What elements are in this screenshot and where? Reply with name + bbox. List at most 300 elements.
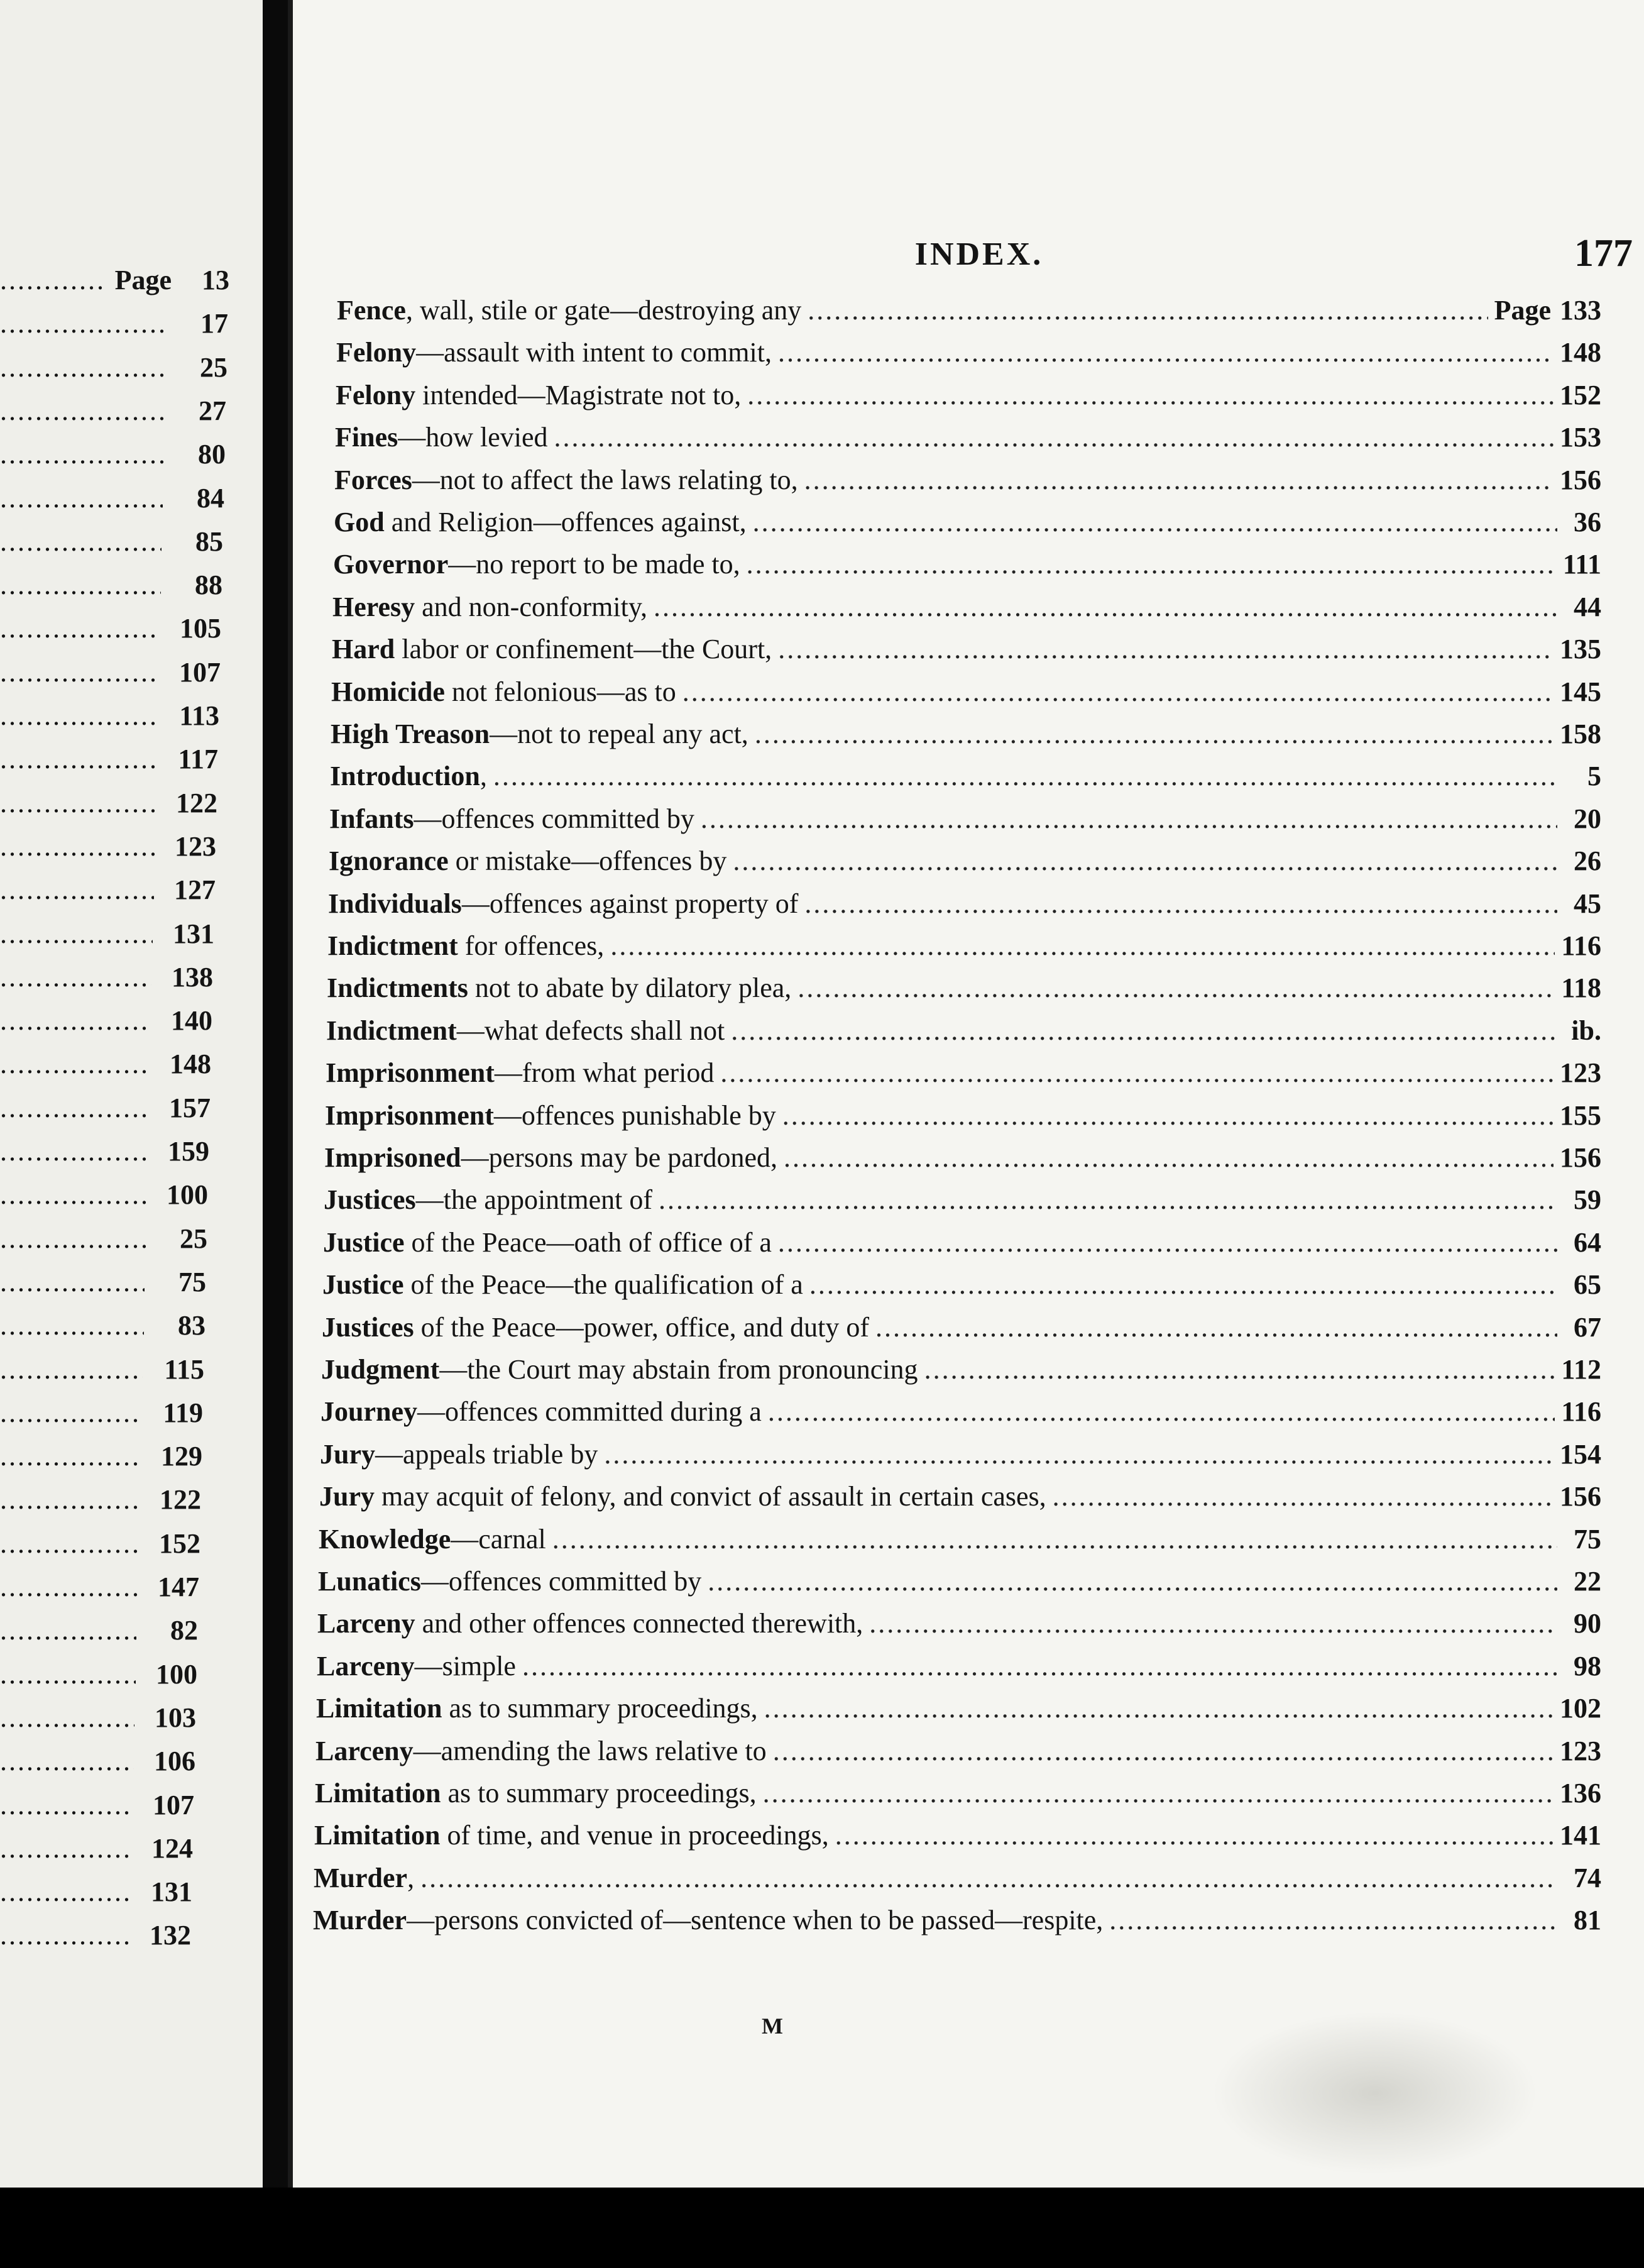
entry-page: 25 [200,352,227,383]
entry-page: 20 [1574,803,1601,834]
left-index-entry [0,264,229,302]
left-index-entry [0,1702,196,1739]
leader-dots [0,1353,143,1385]
leader-dots [0,1005,151,1037]
index-entry [319,1480,1601,1521]
leader-dots [731,1015,1557,1047]
running-head: INDEX. [914,236,1044,272]
leader-dots [0,1571,138,1603]
leader-dots [747,548,1557,580]
entry-term [316,1692,758,1724]
leader-dots [0,743,156,775]
left-index-entry [0,1484,201,1521]
entry-term-rest: —offences committed by [420,1566,702,1597]
leader-dots [0,1528,139,1560]
entry-term-rest: —assault with intent to commit, [416,337,772,368]
entry-term-bold: Governor [333,549,449,580]
entry-term [324,1142,777,1174]
entry-term-rest: not felonious—as to [444,676,676,707]
entry-page: 132 [150,1920,191,1951]
index-entry [336,379,1601,419]
entry-term-bold: Justice [322,1269,404,1300]
entry-term-bold: Imprisoned [324,1142,461,1173]
index-entry [328,888,1601,928]
index-entry [317,1607,1601,1648]
entry-term [328,888,798,920]
leader-dots [0,1266,145,1298]
leader-dots [0,787,156,819]
entry-page: 84 [197,483,224,514]
leader-dots [554,421,1554,453]
entry-term [326,1057,714,1089]
entry-term [314,1819,829,1851]
leader-dots [0,700,158,732]
entry-term [327,930,604,962]
leader-dots [0,482,163,514]
leader-dots [0,1309,144,1341]
entry-term [318,1565,701,1597]
entry-page: 103 [155,1702,196,1733]
index-entry [324,1184,1601,1224]
entry-page: 133 [1560,295,1601,326]
entry-term-rest: —persons convicted of—sentence when to be passed—respite, [407,1905,1104,1935]
entry-page: 112 [1561,1354,1601,1385]
entry-term [322,1311,869,1343]
left-index-entry [0,700,219,737]
index-entry [337,294,1601,334]
entry-page: 102 [1560,1693,1601,1724]
leader-dots [0,1135,148,1167]
leader-dots [768,1395,1555,1428]
index-entry [315,1777,1601,1817]
entry-term-bold: Jury [319,1481,375,1512]
entry-term-bold: Murder [313,1905,407,1935]
right-page [288,0,1644,2268]
leader-dots [522,1650,1557,1682]
entry-term-bold: Felony [336,337,417,368]
entry-page: 74 [1574,1863,1601,1893]
entry-page: 5 [1587,761,1601,791]
entry-page: 131 [151,1876,192,1907]
entry-term [317,1650,516,1682]
entry-page: 159 [168,1136,209,1167]
entry-page: 129 [161,1441,202,1472]
leader-dots [420,1862,1557,1894]
entry-term-bold: Imprisonment [326,1057,495,1088]
entry-term-bold: Ignorance [329,845,449,876]
entry-term [333,548,740,580]
entry-page: 100 [156,1659,197,1690]
entry-term-bold: Indictment [326,1015,457,1046]
entry-term [331,676,676,708]
leader-dots [0,438,164,470]
leader-dots [804,888,1557,920]
entry-term-rest: and Religion—offences against, [384,507,747,537]
entry-term-bold: Forces [334,465,412,495]
entry-page: 44 [1574,592,1601,622]
entry-term-rest: or mistake—offences by [448,845,727,876]
signature-mark: M [762,2013,783,2039]
entry-page: 131 [173,918,214,949]
entry-page: 75 [1574,1524,1601,1555]
leader-dots [782,1099,1554,1131]
leader-dots [0,830,155,862]
entry-page: 26 [1574,845,1601,876]
entry-term [332,591,647,623]
leader-dots [659,1184,1557,1216]
entry-page: 148 [1560,337,1601,368]
leader-dots [835,1819,1554,1851]
entry-term-bold: Larceny [317,1651,415,1682]
index-entry [313,1904,1601,1944]
leader-dots [0,526,162,558]
leader-dots [808,294,1488,326]
entry-term-rest: —offences punishable by [493,1100,776,1131]
entry-term-rest: —what defects shall not [456,1015,725,1046]
left-index-entry [0,1440,202,1478]
entry-page: 154 [1560,1439,1601,1470]
entry-page: 45 [1574,888,1601,919]
index-entry [332,633,1601,673]
leader-dots [763,1777,1554,1809]
left-index-entry [0,1571,199,1609]
leader-dots [778,1226,1557,1258]
entry-page: 140 [171,1005,212,1036]
leader-dots [773,1735,1554,1767]
index-entry [331,718,1601,758]
entry-term-rest: —how levied [398,422,548,453]
leader-dots [875,1311,1557,1343]
entry-term [329,803,694,835]
index-entry [326,1057,1601,1097]
leader-dots [1053,1480,1554,1512]
leader-dots [733,845,1557,877]
entry-term-rest: —offences committed by [414,803,694,834]
index-entry [336,336,1601,377]
index-entry [315,1735,1601,1775]
left-index-entry [0,787,217,825]
entry-term [319,1523,546,1555]
leader-dots [0,1919,129,1951]
entry-term-rest: of the Peace—the qualification of a [403,1269,803,1300]
entry-term-bold: Homicide [331,676,445,707]
entry-term-rest: labor or confinement—the Court, [395,634,772,664]
entry-page: 83 [178,1310,206,1341]
entry-page: 106 [154,1746,195,1776]
entry-term-rest: —carnal [451,1524,546,1555]
leader-dots [0,1702,134,1734]
entry-page: 116 [1561,1396,1601,1427]
leader-dots [797,972,1555,1004]
leader-dots [0,961,151,993]
leader-dots [1109,1904,1557,1936]
leader-dots [869,1607,1557,1639]
leader-dots [0,918,153,950]
entry-page: 138 [172,962,213,993]
index-entry [314,1819,1601,1859]
entry-page: 22 [1574,1566,1601,1597]
leader-dots [0,656,159,688]
entry-term [335,421,548,453]
entry-term-bold: Lunatics [318,1566,421,1597]
entry-term [323,1226,772,1258]
left-index-entry [0,1353,204,1391]
leader-dots [747,379,1554,411]
leader-dots [0,1223,146,1255]
left-index-entry [0,656,221,694]
page-number: 177 [1574,232,1633,275]
entry-term-bold: Justices [322,1312,414,1343]
index-entry [318,1565,1601,1605]
entry-page: 157 [169,1093,211,1123]
entry-term-bold: Imprisonment [325,1100,494,1131]
entry-term-bold: Judgment [321,1354,440,1385]
leader-dots [720,1057,1554,1089]
entry-term-rest: —amending the laws relative to [413,1736,767,1766]
entry-term-bold: Larceny [315,1736,414,1766]
entry-term-rest: , wall, stile or gate—destroying any [405,295,802,326]
left-index-entry [0,1179,208,1216]
entry-page: 136 [1560,1778,1601,1808]
index-entry [332,591,1601,631]
entry-page: 98 [1574,1651,1601,1682]
entry-term-bold: God [334,507,385,537]
entry-page: 119 [163,1397,203,1428]
entry-term [322,1269,803,1301]
entry-term-rest: may acquit of felony, and convict of assault in certain cases, [375,1481,1046,1512]
entry-page: 123 [1560,1057,1601,1088]
index-entry [325,1099,1601,1140]
leader-dots [0,264,104,296]
entry-term-rest: —from what period [494,1057,715,1088]
index-entry [314,1862,1601,1902]
entry-term-rest: —persons may be pardoned, [461,1142,778,1173]
entry-term-rest: for offences, [458,930,605,961]
leader-dots [755,718,1554,750]
left-index-entry [0,1397,203,1434]
entry-page: 81 [1574,1905,1601,1935]
leader-dots [0,1092,149,1124]
entry-page: 17 [200,308,228,339]
leader-dots [0,1789,133,1821]
left-index-entry [0,830,216,868]
index-entry [320,1438,1601,1478]
entry-term-rest: as to summary proceedings, [441,1778,757,1808]
entry-term-bold: Jury [320,1439,375,1470]
entry-page: 88 [195,570,222,600]
scan-border [0,2188,1644,2268]
entry-page: 135 [1560,634,1601,664]
left-index-entry [0,395,226,432]
entry-page: 111 [1562,549,1601,580]
entry-page: 118 [1561,972,1601,1003]
entry-page: 64 [1574,1227,1601,1258]
entry-page: 145 [1560,676,1601,707]
entry-page: 152 [159,1528,200,1559]
page-fold-line [288,0,293,2268]
left-index-entry [0,526,223,563]
left-index-entry [0,743,218,781]
entry-page: 153 [1560,422,1601,453]
left-index-entry [0,351,227,389]
entry-term-bold: Knowledge [319,1524,451,1555]
index-entry [335,421,1601,461]
leader-dots [701,803,1557,835]
entry-term-rest: , [480,761,487,791]
entry-term [332,633,772,665]
entry-term [313,1904,1103,1936]
entry-page: 107 [179,657,221,688]
leader-dots [708,1565,1557,1597]
entry-term-bold: Indictments [327,972,468,1003]
left-index-entry [0,1919,191,1957]
entry-term-rest: of the Peace—oath of office of a [404,1227,772,1258]
entry-term [314,1862,414,1894]
entry-page: 80 [198,439,226,470]
entry-page: 115 [164,1354,204,1385]
index-entry [327,972,1601,1012]
entry-term [334,506,747,538]
page-prefix: Page [1494,295,1551,326]
entry-term [319,1480,1046,1512]
entry-page: 65 [1574,1269,1601,1300]
index-entry [322,1269,1601,1309]
entry-page: 117 [178,744,218,774]
entry-term-rest: , [407,1863,415,1893]
entry-term-rest: —not to affect the laws relating to, [412,465,798,495]
left-index-entry [0,874,216,911]
entry-term-bold: Justice [323,1227,405,1258]
entry-term [317,1607,863,1639]
entry-term [337,294,801,326]
entry-page: 141 [1560,1820,1601,1851]
entry-term-rest: —no report to be made to, [448,549,740,580]
leader-dots [784,1142,1554,1174]
entry-term [336,379,741,411]
leader-dots [0,1876,131,1908]
entry-page: 122 [176,788,217,818]
entry-page: 25 [180,1223,207,1254]
entry-term [315,1735,767,1767]
leader-dots [0,569,161,601]
entry-page: 122 [160,1484,201,1515]
entry-page: 59 [1574,1184,1601,1215]
index-entry [323,1226,1601,1267]
entry-term-rest: —the appointment of [415,1184,653,1215]
entry-page: ib. [1571,1015,1601,1046]
left-index-entry [0,1092,211,1130]
index-entry [329,845,1601,885]
leader-dots [0,612,160,644]
leader-dots [0,1614,136,1646]
entry-term-rest: of the Peace—power, office, and duty of [414,1312,870,1343]
index-entry [322,1311,1601,1351]
entry-page: 105 [180,613,221,644]
entry-term-rest: and non-conformity, [415,592,647,622]
left-index-entry [0,307,228,345]
entry-term-bold: Heresy [332,592,415,622]
left-index-entry [0,1135,209,1173]
leader-dots [778,336,1554,368]
entry-term-bold: Fence [337,295,406,326]
entry-term-bold: Introduction [330,761,480,791]
leader-dots [804,464,1554,496]
entry-term-rest: —the Court may abstain from pronouncing [439,1354,918,1385]
left-index-entry [0,1614,198,1652]
entry-term-rest: and other offences connected therewith, [415,1608,863,1639]
entry-page: 148 [170,1049,211,1079]
entry-term [331,718,748,750]
left-index-entry [0,438,226,476]
entry-term-bold: Limitation [315,1778,441,1808]
left-index-entry [0,1266,206,1304]
left-index-entry [0,1789,194,1827]
entry-page: 67 [1574,1312,1601,1343]
leader-dots [654,591,1557,623]
entry-page: 36 [1574,507,1601,537]
page-prefix: Page [114,265,172,295]
leader-dots [0,351,166,383]
entry-page: 156 [1560,1142,1601,1173]
entry-page: 90 [1574,1608,1601,1639]
entry-term-bold: Justices [324,1184,416,1215]
left-index-entry [0,569,222,607]
left-index-entry [0,1658,197,1696]
entry-page: 155 [1560,1100,1601,1131]
index-entry [324,1142,1601,1182]
leader-dots [493,760,1557,792]
leader-dots [0,1179,146,1211]
leader-dots [0,874,154,906]
left-index-entry [0,1745,195,1783]
leader-dots [0,395,165,427]
leader-dots [0,1484,140,1516]
entry-page: 113 [179,700,219,731]
entry-page: 82 [170,1615,198,1646]
left-index-entry [0,1309,206,1347]
entry-term-bold: Limitation [316,1693,442,1724]
entry-term [329,845,726,877]
entry-term-bold: Limitation [314,1820,441,1851]
leader-dots [604,1438,1554,1470]
leader-dots [0,307,167,339]
entry-term [324,1184,652,1216]
entry-page: 124 [151,1833,193,1864]
entry-term [326,1015,725,1047]
entry-term-rest: —offences committed during a [417,1396,762,1427]
entry-term-rest: as to summary proceedings, [442,1693,758,1724]
left-index-entry [0,961,213,999]
entry-term-bold: Felony [336,380,416,410]
entry-term-bold: Infants [329,803,414,834]
gutter [263,0,288,2268]
entry-term [336,336,772,368]
leader-dots [0,1745,134,1777]
leader-dots [552,1523,1557,1555]
entry-term-rest: intended—Magistrate not to, [415,380,742,410]
entry-term [321,1353,918,1385]
entry-page: 158 [1560,718,1601,749]
index-entry [327,930,1601,970]
entry-term-bold: Murder [314,1863,408,1893]
left-index-entry [0,1005,212,1042]
entry-term-rest: not to abate by dilatory plea, [468,972,792,1003]
entry-term-bold: Journey [321,1396,417,1427]
entry-page: 156 [1560,465,1601,495]
left-index-entry [0,482,224,520]
entry-term-bold: Larceny [317,1608,415,1639]
entry-term-rest: of time, and venue in proceedings, [440,1820,829,1851]
